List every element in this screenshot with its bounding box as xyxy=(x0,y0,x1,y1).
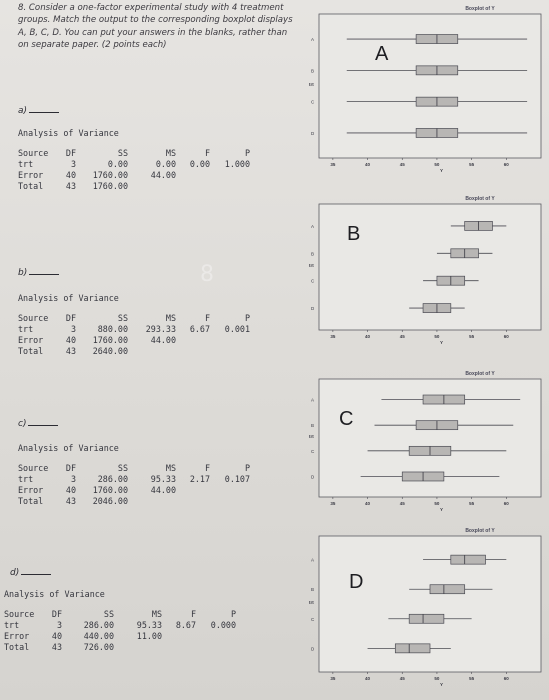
panel-letter: C xyxy=(339,408,354,430)
x-tick-label: 40 xyxy=(365,334,371,339)
table-cell xyxy=(162,642,196,653)
table-cell xyxy=(176,181,210,192)
panel-letter: D xyxy=(349,571,364,593)
table-cell: 95.33 xyxy=(150,474,176,484)
anova-title: Analysis of Variance xyxy=(18,293,119,303)
col-header: DF xyxy=(51,609,62,619)
col-header: Source xyxy=(4,609,35,619)
table-cell: 43 xyxy=(65,181,76,191)
table-cell xyxy=(210,485,250,496)
col-header: F xyxy=(204,148,210,158)
table-cell: 0.107 xyxy=(224,474,250,484)
table-cell: trt xyxy=(18,159,34,169)
anova-grid xyxy=(4,609,236,653)
col-header: MS xyxy=(151,609,162,619)
x-axis-label: Y xyxy=(440,340,444,345)
table-cell: 880.00 xyxy=(97,324,128,334)
anova-grid xyxy=(18,463,250,507)
x-tick-label: 50 xyxy=(434,676,440,681)
x-tick-label: 50 xyxy=(434,501,440,506)
anova-grid xyxy=(18,313,250,357)
x-tick-label: 35 xyxy=(330,676,336,681)
x-tick-label: 55 xyxy=(469,162,475,167)
x-tick-label: 45 xyxy=(399,501,405,506)
x-tick-label: 35 xyxy=(330,162,336,167)
x-tick-label: 60 xyxy=(503,334,509,339)
plot-title: Boxplot of Y xyxy=(465,196,495,202)
plot-title: Boxplot of Y xyxy=(465,528,495,534)
x-tick-label: 35 xyxy=(330,501,336,506)
table-cell xyxy=(210,346,250,357)
answer-blank-d[interactable] xyxy=(21,566,51,575)
table-cell xyxy=(210,496,250,507)
table-cell: 3 xyxy=(56,620,62,630)
table-cell: 1.000 xyxy=(224,159,250,169)
anova-header-row xyxy=(4,609,236,620)
category-label: D xyxy=(311,646,315,652)
table-cell xyxy=(114,642,162,653)
col-header: F xyxy=(204,313,210,323)
table-cell: 293.33 xyxy=(145,324,176,334)
x-tick-label: 60 xyxy=(503,501,509,506)
bleed-through-mark: 8 xyxy=(200,262,214,287)
col-header: SS xyxy=(117,463,128,473)
category-label: D xyxy=(311,130,315,136)
table-row xyxy=(18,496,250,507)
table-row xyxy=(18,324,250,335)
boxplot-a xyxy=(305,0,545,172)
table-cell xyxy=(128,181,176,192)
x-tick-label: 45 xyxy=(399,162,405,167)
anova-table-a xyxy=(18,128,250,192)
table-cell: Total xyxy=(4,642,30,652)
table-cell: 2.17 xyxy=(189,474,210,484)
table-cell: 286.00 xyxy=(83,620,114,630)
category-label: A xyxy=(311,37,315,43)
col-header: P xyxy=(244,148,250,158)
category-label: C xyxy=(311,616,315,622)
table-cell: 40 xyxy=(65,170,76,180)
anova-header-row xyxy=(18,463,250,474)
col-header: SS xyxy=(117,313,128,323)
table-row xyxy=(18,159,250,170)
table-cell xyxy=(176,485,210,496)
anova-title: Analysis of Variance xyxy=(4,589,105,599)
table-cell: 43 xyxy=(51,642,62,652)
table-cell: Error xyxy=(18,170,44,180)
table-cell: Error xyxy=(18,335,44,345)
x-tick-label: 60 xyxy=(503,162,509,167)
table-cell: 440.00 xyxy=(83,631,114,641)
table-cell: Total xyxy=(18,346,44,356)
table-cell: Total xyxy=(18,181,44,191)
col-header: P xyxy=(244,463,250,473)
col-header: Source xyxy=(18,148,49,158)
table-cell: trt xyxy=(4,620,20,630)
table-cell xyxy=(176,170,210,181)
table-row xyxy=(18,485,250,496)
box xyxy=(451,555,486,564)
table-cell xyxy=(128,346,176,357)
col-header: MS xyxy=(165,463,176,473)
category-label: C xyxy=(311,278,315,284)
col-header: DF xyxy=(65,148,76,158)
table-row xyxy=(18,346,250,357)
y-axis-label: trt xyxy=(309,434,314,439)
table-cell: 726.00 xyxy=(83,642,114,652)
table-cell: 0.00 xyxy=(189,159,210,169)
table-cell: 43 xyxy=(65,496,76,506)
anova-header-row xyxy=(18,148,250,159)
table-cell xyxy=(128,496,176,507)
anova-table-b xyxy=(18,293,250,357)
category-label: D xyxy=(311,474,315,480)
category-label: B xyxy=(311,68,315,74)
table-cell: 95.33 xyxy=(136,620,162,630)
boxplot-b xyxy=(305,192,545,352)
x-tick-label: 55 xyxy=(469,501,475,506)
table-row xyxy=(4,642,236,653)
answer-blank-b[interactable] xyxy=(29,266,59,275)
table-cell: trt xyxy=(18,324,34,334)
x-tick-label: 45 xyxy=(399,676,405,681)
table-cell xyxy=(176,346,210,357)
table-row xyxy=(4,631,236,642)
boxplot-d xyxy=(305,524,545,700)
col-header: P xyxy=(230,609,236,619)
answer-blank-c[interactable] xyxy=(28,417,58,426)
x-tick-label: 40 xyxy=(365,501,371,506)
table-cell xyxy=(176,335,210,346)
table-cell: 3 xyxy=(70,159,76,169)
y-axis-label: trt xyxy=(309,263,314,268)
table-cell: 44.00 xyxy=(150,335,176,345)
table-cell: 44.00 xyxy=(150,485,176,495)
x-axis-label: Y xyxy=(440,507,444,512)
table-cell: 1760.00 xyxy=(92,170,128,180)
x-tick-label: 45 xyxy=(399,334,405,339)
table-cell xyxy=(196,631,236,642)
x-tick-label: 50 xyxy=(434,334,440,339)
table-cell: 0.00 xyxy=(155,159,176,169)
col-header: SS xyxy=(103,609,114,619)
x-tick-label: 40 xyxy=(365,676,371,681)
table-cell: 3 xyxy=(70,324,76,334)
y-axis-label: trt xyxy=(309,82,314,87)
table-cell xyxy=(210,181,250,192)
table-cell: 6.67 xyxy=(189,324,210,334)
category-label: A xyxy=(311,557,315,563)
col-header: P xyxy=(244,313,250,323)
table-row xyxy=(18,335,250,346)
part-c-label: c) xyxy=(18,417,58,429)
col-header: DF xyxy=(65,463,76,473)
category-label: B xyxy=(311,587,315,593)
table-cell: 1760.00 xyxy=(92,335,128,345)
plot-title: Boxplot of Y xyxy=(465,371,495,377)
boxplot-c xyxy=(305,365,545,515)
table-cell: 0.000 xyxy=(210,620,236,630)
table-cell: 0.001 xyxy=(224,324,250,334)
answer-blank-a[interactable] xyxy=(29,104,59,113)
table-cell xyxy=(210,170,250,181)
category-label: D xyxy=(311,306,315,312)
table-cell xyxy=(176,496,210,507)
table-cell: Total xyxy=(18,496,44,506)
table-cell: 8.67 xyxy=(175,620,196,630)
col-header: Source xyxy=(18,313,49,323)
anova-table-c xyxy=(18,443,250,507)
table-cell: 40 xyxy=(65,335,76,345)
col-header: MS xyxy=(165,313,176,323)
col-header: MS xyxy=(165,148,176,158)
part-d-label: d) xyxy=(10,566,51,578)
y-axis-label: trt xyxy=(309,600,314,605)
box xyxy=(430,585,465,594)
category-label: A xyxy=(311,397,315,403)
anova-title: Analysis of Variance xyxy=(18,128,119,138)
table-cell: 11.00 xyxy=(136,631,162,641)
table-cell xyxy=(210,335,250,346)
table-row xyxy=(18,170,250,181)
table-row xyxy=(18,474,250,485)
table-cell: 286.00 xyxy=(97,474,128,484)
category-label: B xyxy=(311,423,315,429)
x-tick-label: 55 xyxy=(469,676,475,681)
col-header: Source xyxy=(18,463,49,473)
x-tick-label: 40 xyxy=(365,162,371,167)
table-cell: 0.00 xyxy=(107,159,128,169)
table-cell: Error xyxy=(18,485,44,495)
category-label: A xyxy=(311,223,315,229)
part-b-label: b) xyxy=(18,266,59,278)
part-a-label: a) xyxy=(18,104,59,116)
table-cell xyxy=(162,631,196,642)
table-row xyxy=(4,620,236,631)
table-cell: 40 xyxy=(51,631,62,641)
col-header: F xyxy=(190,609,196,619)
x-tick-label: 60 xyxy=(503,676,509,681)
table-cell: 1760.00 xyxy=(92,181,128,191)
table-cell: Error xyxy=(4,631,30,641)
table-cell: 44.00 xyxy=(150,170,176,180)
table-cell: 43 xyxy=(65,346,76,356)
col-header: SS xyxy=(117,148,128,158)
anova-grid xyxy=(18,148,250,192)
panel-letter: A xyxy=(375,43,389,65)
category-label: C xyxy=(311,99,315,105)
category-label: C xyxy=(311,448,315,454)
x-tick-label: 50 xyxy=(434,162,440,167)
category-label: B xyxy=(311,251,315,257)
x-tick-label: 55 xyxy=(469,334,475,339)
x-axis-label: Y xyxy=(440,168,444,172)
x-axis-label: Y xyxy=(440,682,444,687)
box xyxy=(409,614,444,623)
table-cell xyxy=(196,642,236,653)
table-cell: 2046.00 xyxy=(92,496,128,506)
table-cell: 1760.00 xyxy=(92,485,128,495)
table-row xyxy=(18,181,250,192)
anova-title: Analysis of Variance xyxy=(18,443,119,453)
box xyxy=(395,644,430,653)
plot-title: Boxplot of Y xyxy=(465,6,495,12)
table-cell: 40 xyxy=(65,485,76,495)
table-cell: 2640.00 xyxy=(92,346,128,356)
anova-table-d xyxy=(4,589,236,653)
table-cell: 3 xyxy=(70,474,76,484)
table-cell: trt xyxy=(18,474,34,484)
col-header: DF xyxy=(65,313,76,323)
question-text: 8. Consider a one-factor experimental study with 4 treatment groups. Match the output to the corresponding boxplot displays A, B, C, D. You can put your answers in the blanks, rather than on separate paper. (2 points each) xyxy=(18,3,293,51)
col-header: F xyxy=(204,463,210,473)
panel-letter: B xyxy=(347,223,361,245)
x-tick-label: 35 xyxy=(330,334,336,339)
anova-header-row xyxy=(18,313,250,324)
